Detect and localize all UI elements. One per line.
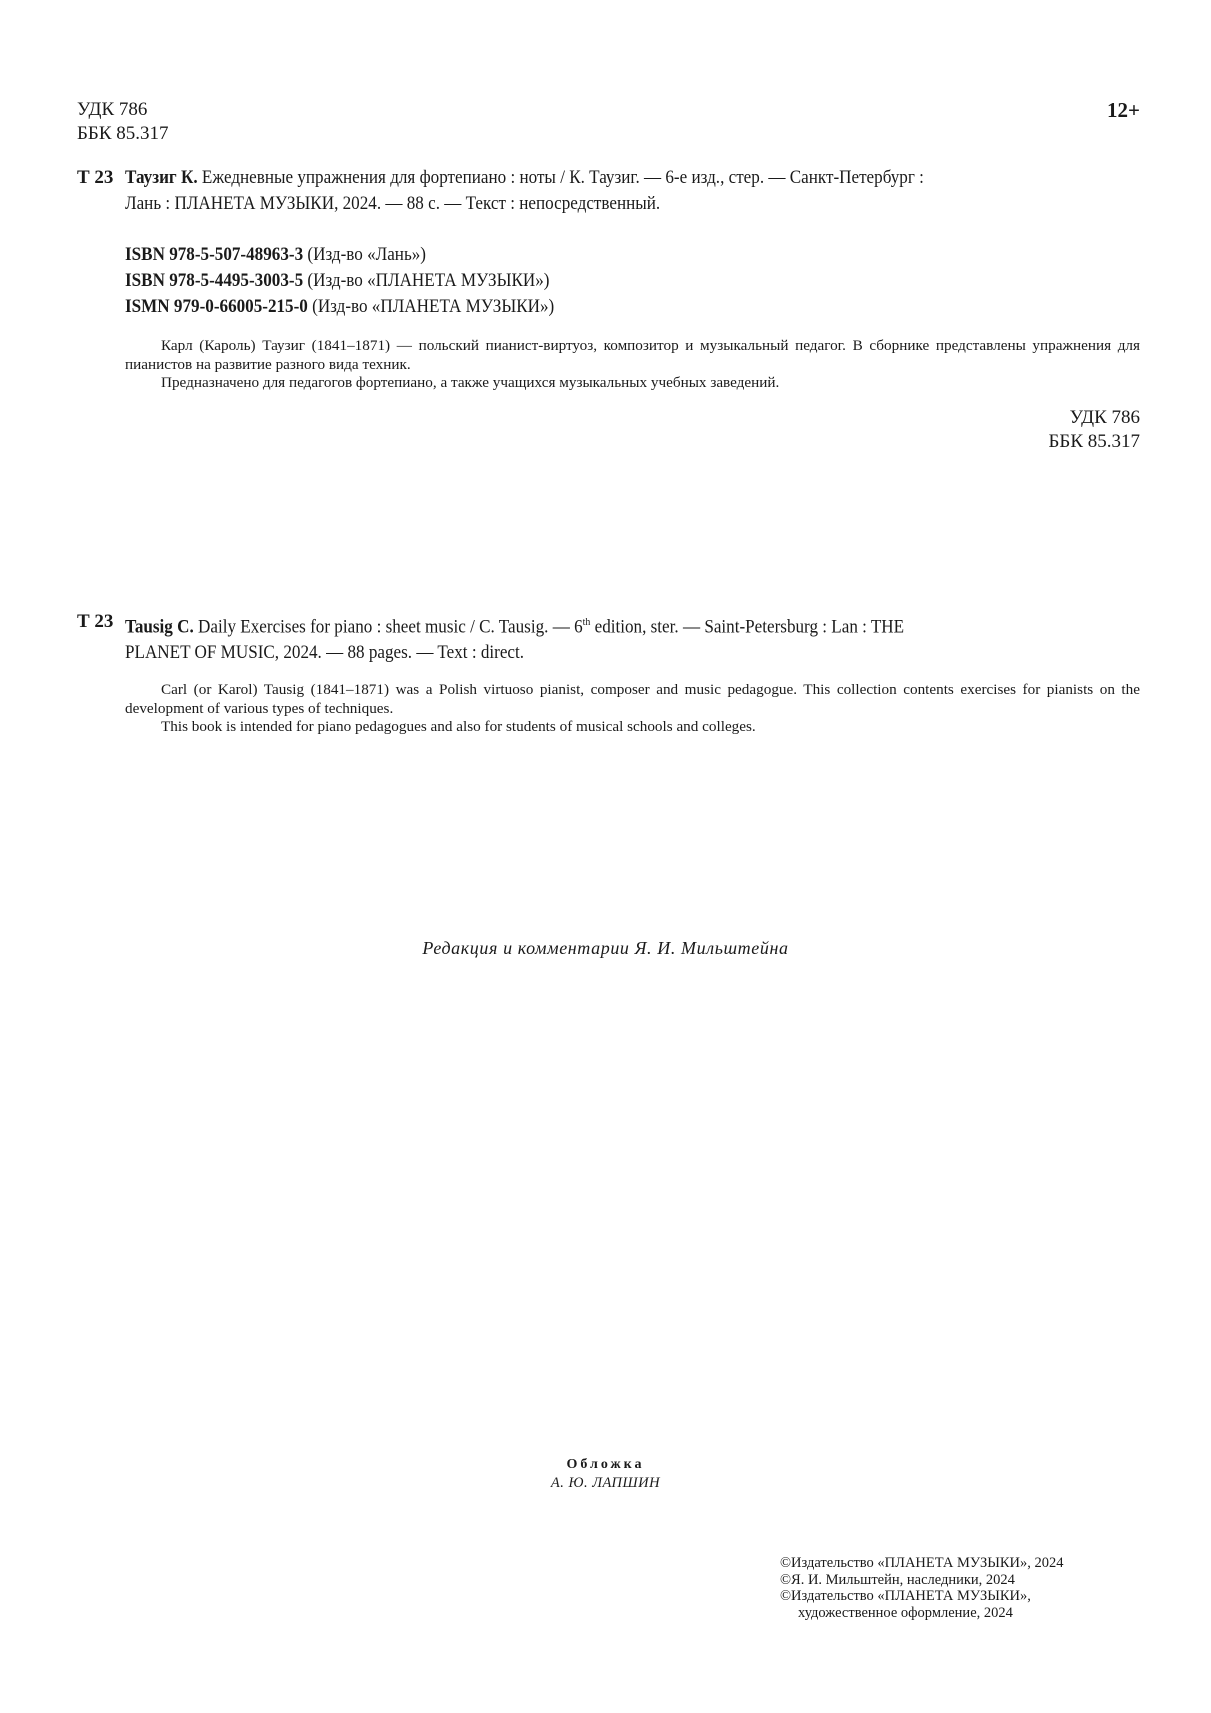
en-entry-author: Tausig C.: [125, 616, 194, 638]
isbn-row: [125, 268, 554, 294]
age-rating: 12+: [1107, 98, 1140, 122]
en-entry-line-1: [125, 609, 1125, 640]
copyright-block: [780, 1555, 1064, 1621]
copyright-line: ©Издательство «ПЛАНЕТА МУЗЫКИ», 2024: [780, 1555, 1064, 1571]
en-entry-title: Daily Exercises for piano : sheet music / C. Tausig. — 6: [198, 616, 583, 638]
ru-entry-line-2: Лань : ПЛАНЕТА МУЗЫКИ, 2024. — 88 с. — Текст : непосредственный.: [125, 193, 661, 214]
en-annotation-paragraph-1: Carl (or Karol) Tausig (1841–1871) was a Polish virtuoso pianist, composer and music pedagogue. This collection contents exercises for pianists on the development of various types of techniques.: [125, 681, 1140, 717]
isbn-number: ISBN 978-5-4495-3003-5: [125, 270, 304, 291]
isbn-publisher: (Изд-во «Лань»): [307, 244, 427, 265]
ru-author-mark: Т 23: [77, 167, 114, 188]
ru-entry-classification: [1049, 406, 1141, 454]
udk-code: УДК 786: [77, 99, 148, 120]
ru-entry-line-1: [125, 165, 1125, 191]
ru-entry-title: Ежедневные упражнения для фортепиано : ноты / К. Таузиг. — 6-е изд., стер. — Санкт-Петербург :: [201, 167, 924, 188]
editor-credit: Редакция и комментарии Я. И. Мильштейна: [422, 938, 789, 958]
ordinal-suffix: th: [582, 616, 591, 628]
en-entry-line-2: PLANET OF MUSIC, 2024. — 88 pages. — Text : direct.: [125, 642, 525, 664]
copyright-line: ©Я. И. Мильштейн, наследники, 2024: [780, 1571, 1015, 1588]
cover-designer: А. Ю. ЛАПШИН: [550, 1475, 661, 1491]
isbn-publisher: (Изд-во «ПЛАНЕТА МУЗЫКИ»): [307, 270, 550, 291]
copyright-line: ©Издательство «ПЛАНЕТА МУЗЫКИ»,: [780, 1588, 1031, 1604]
ismn-number: ISMN 979-0-66005-215-0: [125, 296, 308, 317]
en-annotation-paragraph-2: This book is intended for piano pedagogues and also for students of musical schools and colleges.: [161, 718, 756, 735]
en-author-mark: Т 23: [77, 611, 114, 632]
cover-label: Обложка: [566, 1457, 645, 1472]
copyright-line: художественное оформление, 2024: [798, 1604, 1013, 1621]
ru-bibliographic-entry: [125, 165, 1140, 217]
bbk-code: ББК 85.317: [1048, 431, 1140, 452]
udk-code: УДК 786: [1069, 407, 1140, 428]
isbn-number: ISBN 978-5-507-48963-3: [125, 244, 304, 265]
header-classification: [77, 98, 169, 146]
ru-annotation: [125, 337, 1140, 393]
ismn-row: [125, 294, 554, 320]
ru-annotation-paragraph-2: Предназначено для педагогов фортепиано, а также учащихся музыкальных учебных заведений.: [161, 374, 780, 391]
en-annotation: [125, 681, 1140, 737]
bbk-code: ББК 85.317: [77, 123, 169, 144]
en-entry-edition: edition, ster. — Saint-Petersburg : Lan : THE: [590, 616, 905, 638]
ru-entry-author: Таузиг К.: [125, 167, 198, 188]
isbn-list: [125, 242, 602, 320]
ismn-publisher: (Изд-во «ПЛАНЕТА МУЗЫКИ»): [312, 296, 555, 317]
en-bibliographic-entry: [125, 609, 1140, 666]
isbn-row: [125, 242, 554, 268]
ru-annotation-paragraph-1: Карл (Кароль) Таузиг (1841–1871) — польский пианист-виртуоз, композитор и музыкальный педагог. В сборнике представлены упражнения для пианистов на развитие разного вида техник.: [125, 337, 1140, 373]
